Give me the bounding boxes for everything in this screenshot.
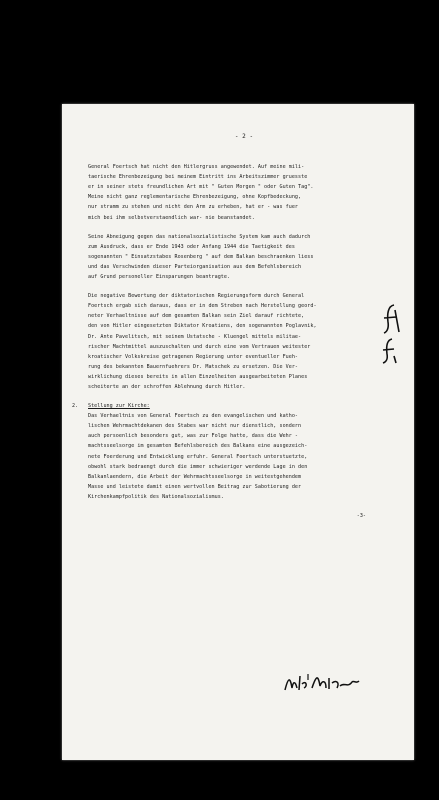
text-line: scheiterte an der schroffen Ablehnung durch Hitler.	[88, 383, 246, 390]
text-line: mich bei ihm selbstverstaendlich war- nie beanstandet.	[88, 214, 255, 221]
text-line: nete Foerderung und Entwicklung erfuhr. General Foertsch unterstuetzte,	[88, 453, 308, 460]
text-line: wirklichung dieses bereits in allen Einzelheiten ausgearbeiteten Planes	[88, 373, 308, 380]
paragraph-section-2	[88, 411, 400, 502]
handwritten-signature	[282, 670, 362, 694]
margin-initial-mark-1	[380, 302, 402, 336]
text-line: kroatischer Volkskreise getragenen Regierung unter eventueller Fueh-	[88, 353, 299, 360]
text-line: sogenannten " Einsatzstabes Rosenberg " auf dem Balkan beschraenken liess	[88, 253, 314, 260]
document-body	[72, 132, 400, 521]
next-page-marker: -3-	[356, 513, 366, 519]
text-line: Balkanlaendern, die Arbeit der Wehrmachtsseelsorge in weitestgehendem	[88, 473, 302, 480]
text-line: rung des bekannten Bauernfuehrers Dr. Matschek zu ersetzen. Die Ver-	[88, 363, 299, 370]
text-line: er in seiner stets freundlichen Art mit " Guten Morgen " oder Guten Tag".	[88, 184, 314, 191]
section-title: Stellung zur Kirche:	[88, 403, 150, 410]
paragraph-2	[88, 232, 400, 282]
text-line: Die negative Bewertung der diktatorischen Regierungsform durch General	[88, 293, 305, 300]
text-line: machtsseelsorge im gesamten Befehlsbereich des Balkans eine ausgezeich-	[88, 443, 308, 450]
paragraph-3	[88, 291, 400, 392]
text-line: lischen Wehrmachtdekanen des Stabes war nicht nur dienstlich, sondern	[88, 423, 302, 430]
text-line: neter Verhaeltnisse auf dem gesamten Balkan sein Ziel darauf richtete,	[88, 313, 305, 320]
text-line: zum Ausdruck, dass er Ende 1943 oder Anfang 1944 die Taetigkeit des	[88, 243, 295, 250]
section-number: 2.	[72, 403, 79, 410]
text-line: obwohl stark bedraengt durch die immer schwieriger werdende Lage in den	[88, 463, 308, 470]
text-line: auf Grund personeller Einsparungen beantragte.	[88, 274, 231, 281]
page-number: - 2 -	[234, 133, 254, 140]
text-line: Masse und leistete damit einen wertvollen Beitrag zur Sabotierung der	[88, 483, 302, 490]
margin-initial-mark-2	[378, 336, 400, 366]
text-line: Das Verhaeltnis von General Foertsch zu den evangelischen und katho-	[88, 413, 299, 420]
text-line: taerische Ehrenbezeigung bei meinem Eintritt ins Arbeitszimmer gruesste	[88, 174, 308, 181]
text-line: den von Hitler eingesetzten Diktator Kroatiens, den sogenannten Poglavnik,	[88, 323, 317, 330]
paragraph-1	[88, 162, 400, 223]
text-line: auch persoenlich besonders gut, was zur Folge hatte, dass die Wehr -	[88, 433, 299, 440]
text-line: und das Verschwinden dieser Parteiorganisation aus dem Befehlsbereich	[88, 263, 302, 270]
document-page	[62, 104, 414, 760]
text-line: rischer Machtmittel auszuschalten und durch eine vom Vertrauen weitester	[88, 343, 311, 350]
text-line: Foertsch ergab sich daraus, dass er in dem Streben nach Herstellung geord-	[88, 303, 317, 310]
text-line: Dr. Ante Pavelitsch, mit seinem Ustatsche - Kluengel mittels militae-	[88, 333, 302, 340]
section-heading	[72, 401, 400, 411]
text-line: nur stramm zu stehen und nicht den Arm zu erheben, hat er - was fuer	[88, 204, 299, 211]
text-line: Kirchenkampfpolitik des Nationalsozialismus.	[88, 493, 224, 500]
text-line: Seine Abneigung gegen das nationalsozialistische System kam auch dadurch	[88, 233, 311, 240]
text-line: Meine nicht ganz reglementarische Ehrenbezeigung, ohne Kopfbedeckung,	[88, 194, 302, 201]
text-line: General Foertsch hat nicht den Hitlergruss angewendet. Auf meine mili-	[88, 164, 305, 171]
